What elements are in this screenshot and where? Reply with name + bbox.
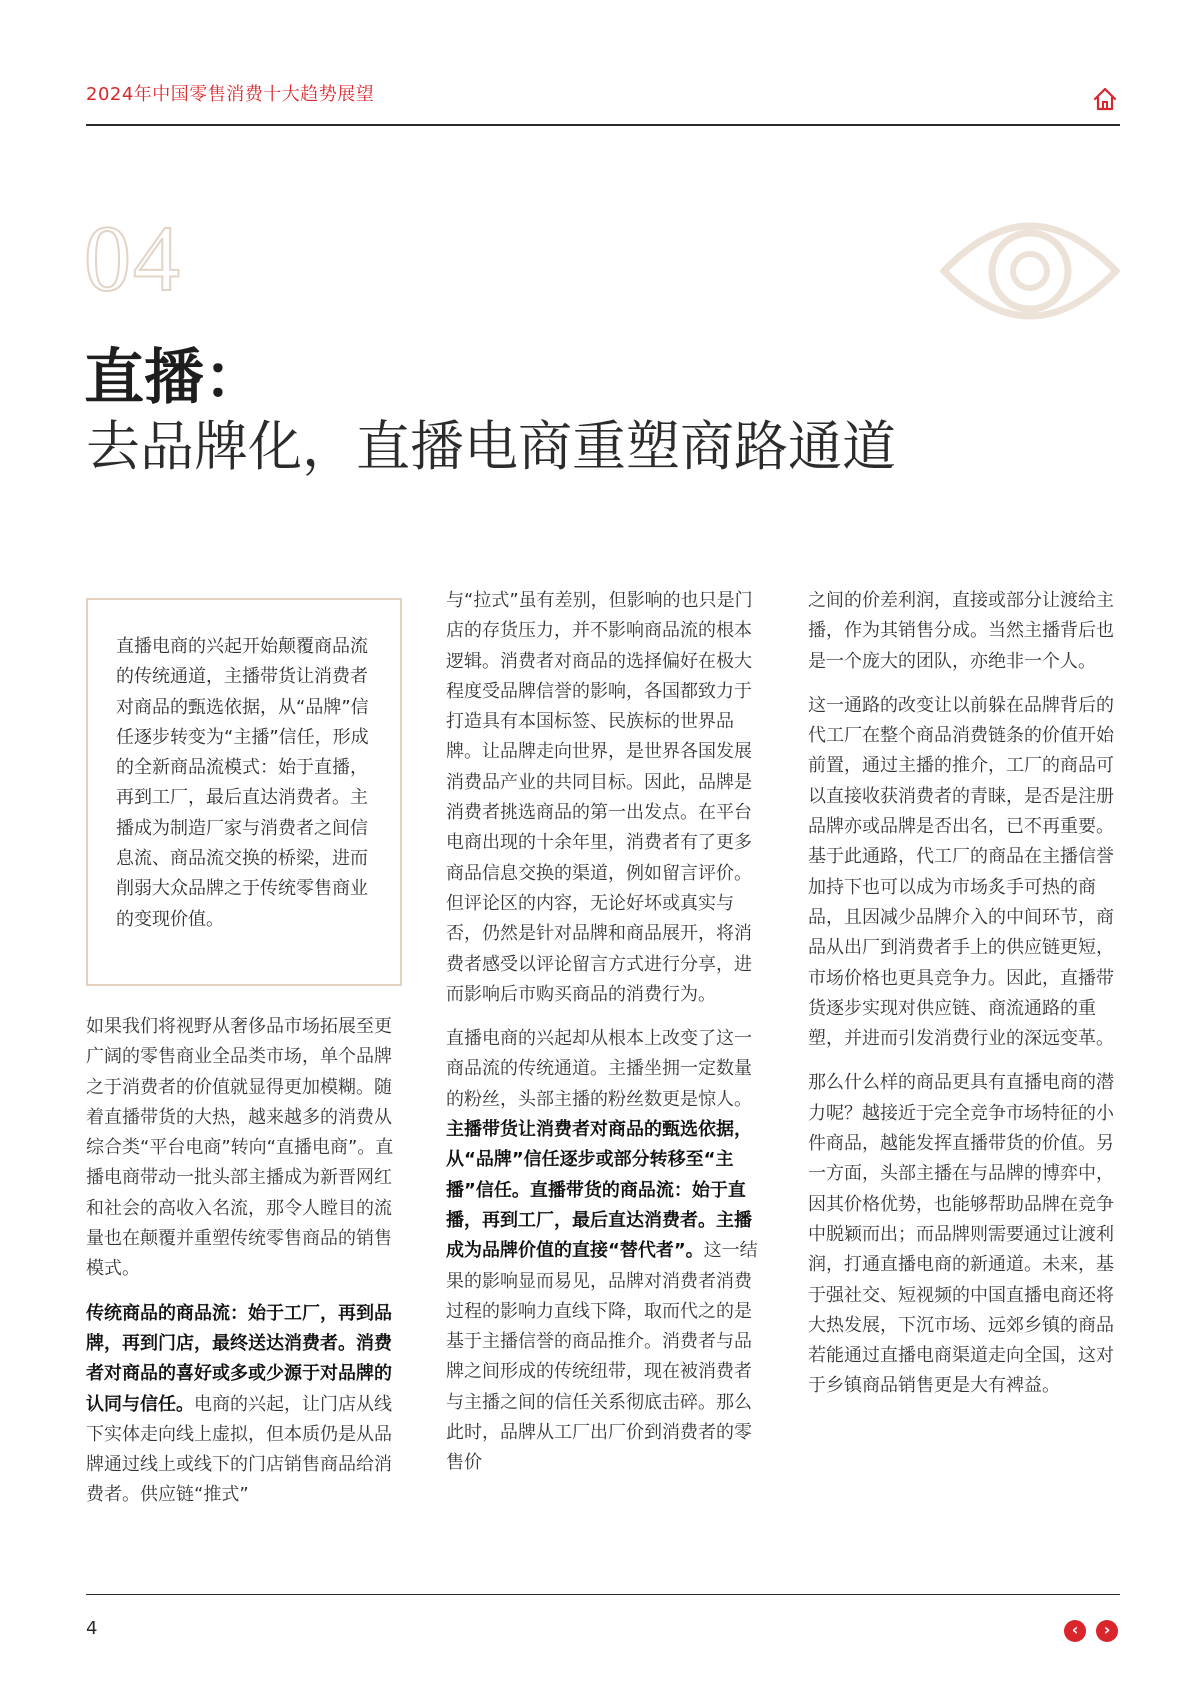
page-number: 4 (86, 1618, 98, 1639)
chapter-title: 直播： (84, 343, 264, 413)
bold-text: 主播带货让消费者对商品的甄选依据，从“品牌”信任逐步或部分转移至“主播”信任。直播带货的商品流：始于直播，再到工厂，最后直达消费者。主播成为品牌价值的直接“替代者”。 (446, 1119, 752, 1262)
body-column-3 (808, 586, 1124, 1416)
chapter-subtitle: 去品牌化，直播电商重塑商路通道 (86, 415, 896, 478)
footer-divider (86, 1594, 1120, 1595)
paragraph-text: 这一结果的影响显而易见，品牌对消费者消费过程的影响力直线下降，取而代之的是基于主播信誉的商品推介。消费者与品牌之间形成的传统纽带，现在被消费者与主播之间的信任关系彻底击碎。那么此时，品牌从工厂出厂价到消费者的零售价 (446, 1240, 758, 1474)
callout-box (86, 598, 402, 986)
home-icon[interactable] (1092, 86, 1118, 112)
paragraph (446, 1024, 768, 1478)
paragraph: 那么什么样的商品更具有直播电商的潜力呢？越接近于完全竞争市场特征的小件商品，越能发挥直播带货的价值。另一方面，头部主播在与品牌的博弈中，因其价格优势，也能够帮助品牌在竞争中脱颖而出；而品牌则需要通过让渡利润，打通直播电商的新通道。未来，基于强社交、短视频的中国直播电商还将大热发展，下沉市场、远郊乡镇的商品若能通过直播电商渠道走向全国，这对于乡镇商品销售更是大有裨益。 (808, 1072, 1114, 1397)
paragraph-text: 电商的兴起，让门店从线下实体走向线上虚拟，但本质仍是从品牌通过线上或线下的门店销售商品给消费者。供应链“推式” (86, 1393, 392, 1506)
paragraph: 如果我们将视野从奢侈品市场拓展至更广阔的零售商业全品类市场，单个品牌之于消费者的价值就显得更加模糊。随着直播带货的大热，越来越多的消费从综合类“平台电商”转向“直播电商”。直播电商带动一批头部主播成为新晋网红和社会的高收入名流，那令人瞠目的流量也在颠覆并重塑传统零售商品的销售模式。 (86, 1016, 394, 1280)
chapter-number: 04 (84, 207, 182, 311)
paragraph (86, 1299, 402, 1511)
paragraph: 之间的价差利润，直接或部分让渡给主播，作为其销售分成。当然主播背后也是一个庞大的团队，亦绝非一个人。 (808, 590, 1114, 672)
paragraph: 与“拉式”虽有差别，但影响的也只是门店的存货压力，并不影响商品流的根本逻辑。消费者对商品的选择偏好在极大程度受品牌信誉的影响，各国都致力于打造具有本国标签、民族标的世界品牌。让品牌走向世界，是世界各国发展消费品产业的共同目标。因此，品牌是消费者挑选商品的第一出发点。在平台电商出现的十余年里，消费者有了更多商品信息交换的渠道，例如留言评价。但评论区的内容，无论好坏或真实与否，仍然是针对品牌和商品展开，将消费者感受以评论留言方式进行分享，进而影响后市购买商品的消费行为。 (446, 590, 753, 1005)
callout-text: 直播电商的兴起开始颠覆商品流的传统通道，主播带货让消费者对商品的甄选依据，从“品牌”信任逐步转变为“主播”信任，形成的全新商品流模式：始于直播，再到工厂，最后直达消费者。主播成为制造厂家与消费者之间信息流、商品流交换的桥梁，进而削弱大众品牌之于传统零售商业的变现价值。 (116, 636, 369, 930)
paragraph: 这一通路的改变让以前躲在品牌背后的代工厂在整个商品消费链条的价值开始前置，通过主播的推介，工厂的商品可以直接收获消费者的青睐，是否是注册品牌亦或品牌是否出名，已不再重要。基于此通路，代工厂的商品在主播信誉加持下也可以成为市场炙手可热的商品，且因减少品牌介入的中间环节，商品从出厂到消费者手上的供应链更短，市场价格也更具竞争力。因此，直播带货逐步实现对供应链、商流通路的重塑，并进而引发消费行业的深远变革。 (808, 694, 1114, 1050)
bold-text: 传统商品的商品流：始于工厂，再到品牌，再到门店，最终送达消费者。消费者对商品的喜好或多或少源于对品牌的认同与信任。 (86, 1302, 392, 1415)
header-divider (86, 124, 1120, 126)
body-column-2 (446, 586, 768, 1493)
chevron-left-icon[interactable]: ‹ (1064, 1620, 1086, 1642)
body-column-1 (86, 1012, 402, 1525)
paragraph-text: 直播电商的兴起却从根本上改变了这一商品流的传统通道。主播坐拥一定数量的粉丝，头部主播的粉丝数更是惊人。 (446, 1028, 752, 1110)
chevron-right-icon[interactable]: › (1096, 1620, 1118, 1642)
eye-icon (940, 208, 1120, 334)
report-title: 2024年中国零售消费十大趋势展望 (86, 84, 375, 105)
